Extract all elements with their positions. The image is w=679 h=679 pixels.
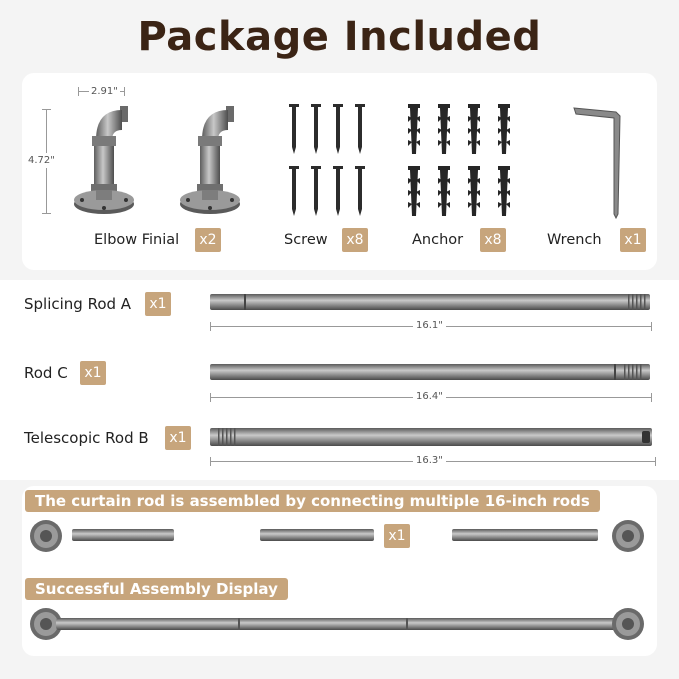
finial-width-tick-left (78, 87, 79, 96)
rod-b-tick-left (210, 457, 211, 466)
rod-b-length: 16.3" (413, 455, 446, 466)
rod-b-tick-right (655, 457, 656, 466)
rod-qty-splicing-a: x1 (145, 292, 171, 316)
item-qty-elbow-finial: x2 (195, 228, 221, 252)
rod-label-splicing-a: Splicing Rod A (24, 295, 132, 313)
assembly-parts-image (28, 518, 648, 558)
rod-qty-telescopic-b: x1 (165, 426, 191, 450)
page-title: Package Included (137, 14, 542, 60)
item-qty-wrench: x1 (620, 228, 646, 252)
finial-height-label: 4.72" (28, 155, 55, 166)
assembled-rod-image (28, 604, 648, 644)
item-label-elbow-finial: Elbow Finial (94, 232, 180, 248)
rod-a-tick-right (651, 322, 652, 331)
assembly-display-banner: Successful Assembly Display (25, 578, 288, 600)
telescopic-rod-b-image (210, 426, 656, 448)
rod-label-telescopic-b: Telescopic Rod B (24, 429, 149, 447)
item-label-wrench: Wrench (547, 232, 602, 248)
finial-height-tick-top (42, 109, 51, 110)
finial-height-tick-bottom (42, 213, 51, 214)
finial-width-tick-right (124, 87, 125, 96)
rod-a-length: 16.1" (413, 320, 446, 331)
finial-width-label: 2.91" (91, 86, 118, 97)
item-label-anchor: Anchor (412, 232, 464, 248)
wrench-image (570, 104, 630, 224)
rod-label-c: Rod C (24, 364, 68, 382)
item-qty-anchor: x8 (480, 228, 506, 252)
elbow-finial-image (178, 100, 248, 220)
rod-c-tick-left (210, 393, 211, 402)
rod-c-image (210, 362, 652, 382)
assembly-qty: x1 (384, 524, 410, 548)
splicing-rod-a-image (210, 292, 652, 312)
rod-a-tick-left (210, 322, 211, 331)
rod-c-length: 16.4" (413, 391, 446, 402)
rod-qty-c: x1 (80, 361, 106, 385)
anchors-image (405, 104, 515, 220)
assembly-banner: The curtain rod is assembled by connecting multiple 16-inch rods (25, 490, 600, 512)
rod-c-tick-right (651, 393, 652, 402)
screws-image (284, 102, 364, 220)
elbow-finial-image (72, 100, 142, 220)
item-label-screw: Screw (284, 232, 328, 248)
item-qty-screw: x8 (342, 228, 368, 252)
